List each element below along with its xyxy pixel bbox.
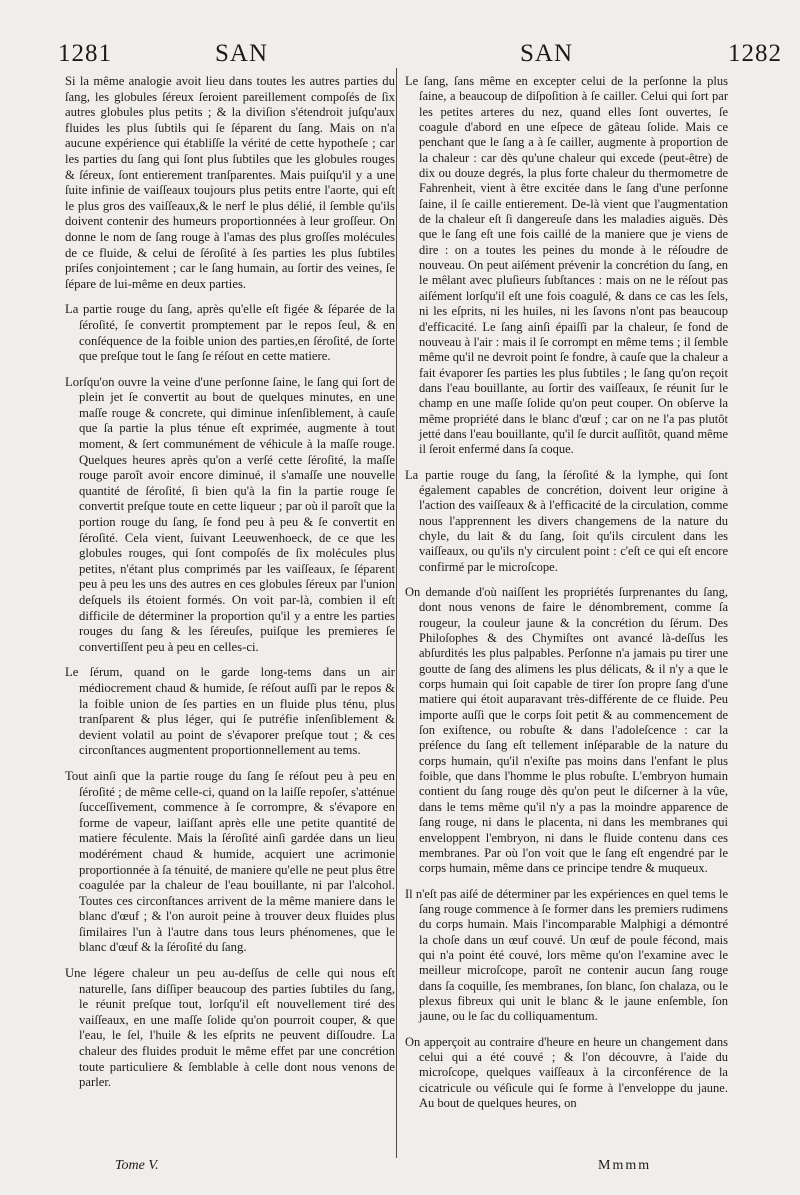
right-column: [405, 74, 728, 1121]
page-number-right: 1282: [728, 40, 782, 67]
paragraph: On demande d'où naiſſent les propriétés ſurprenantes du ſang, dont nous venons de faire le dénombrement, comme ſa rougeur, la couleur jaune & la concrétion du ſérum. Des Philoſophes & des Chymiſtes ont avancé là-deſſus les abſurdités les plus palpables. Perſonne n'a jamais pu tirer une goutte de ſang des alimens les plus délicats, & il n'y a que le corps humain qui ſoit capable de tirer ſon propre ſang d'une matiere qui étoit auparavant très-différente de ce fluide. Peu importe auſſi que le corps ſoit petit & au commencement de ſon exiſtence, ou robuſte & dans l'adoleſcence : car la préſence du ſang eſt tellement inſéparable de la nature du corps humain, qu'il n'exiſte pas moins dans l'enfant le plus foible, que dans l'homme le plus robuſte. L'embryon humain contient du ſang rouge dès qu'on peut le diſcerner à la vûe, dans le tems même qu'il n'y a pas la moindre apparence de ſang rouge, ni dans le placenta, ni dans les membranes qui enveloppent l'embryon, ni dans le fluide contenu dans ces membranes. Par où l'on voit que le ſang eſt engendré par le corps humain, même dans ce principe tendre & muqueux.: [405, 585, 728, 876]
paragraph: Lorſqu'on ouvre la veine d'une perſonne ſaine, le ſang qui ſort de plein jet ſe convertit au bout de quelques minutes, en une maſſe rouge & concrete, qui diminue inſenſiblement, à cauſe que ſa partie la plus ténue eſt exprimée, augmente à tout moment, & ſert communément de véhicule à la maſſe rouge. Quelques heures après qu'on a verſé cette ſéroſité, la maſſe rouge paroît avoir encore diminué, il s'amaſſe une nouvelle quantité de ſéroſité, ſi bien qu'à la fin la partie rouge ſe convertit preſque toute en cette liqueur ; par où il paroît que la portion rouge du ſang, ſe fond peu à peu & ſe convertit en ſéroſité. Cela vient, ſuivant Leeuwenhoeck, de ce que les globules rouges, qui ſont compoſés de ſix molécules plus petites, n'étant plus comprimés par les vaiſſeaux, ſe ſéparent peu à peu les uns des autres en ces globules ſéreux par l'union deſquels ils étoient formés. On voit par-là, combien il eſt difficile de déterminer la proportion qu'il y a entre les parties rouges du ſang & les ſéreuſes, puiſque les premieres ſe convertiſſent peu à peu en celles-ci.: [65, 374, 395, 654]
paragraph: Il n'eſt pas aiſé de déterminer par les expériences en quel tems le ſang rouge commence à ſe former dans les premiers rudimens du corps humain. Mais l'incomparable Malphigi a démontré la choſe dans un œuf couvé. Un œuf de poule fécond, mais qui n'a point été couvé, lors même qu'on l'examine avec le meilleur microſcope, paroît ne contenir aucun ſang rouge dans ſa coquille, ſes membranes, ſon blanc, ſon chalaza, ou le plexus fibreux qui unit le blanc & le jaune enſemble, ſon jaune, ou le ſac du colliquamentum.: [405, 886, 728, 1024]
paragraph: Le ſang, ſans même en excepter celui de la perſonne la plus ſaine, a beaucoup de diſpoſition à ſe cailler. Celui qui ſort par les petites arteres du nez, quand elles ſont ouvertes, ſe coagule d'abord en une eſpece de gâteau ſolide. Mais ce penchant que le ſang a à ſe cailler, augmente à proportion de la chaleur : car dès qu'une chaleur qui excede (peut-être) de dix ou douze degrés, la plus forte chaleur du thermometre de Fahrenheit, vient à être excitée dans le ſang d'une perſonne ſaine, il ſe caille entierement. De-là vient que l'augmentation de la chaleur eſt ſi dangereuſe dans les maladies aiguës. Dès que le ſang eſt une fois caillé de la maniere que je viens de dire : on a toutes les peines du monde à le réſoudre de nouveau. On peut aiſément prévenir la concrétion du ſang, en le mêlant avec pluſieurs ſubſtances : mais on ne le réſout pas aiſément lorſqu'il eſt une fois coagulé, & dans ce cas les ſels, ni les eſprits, ni les huiles, ni les ſavons n'ont pas beaucoup d'efficacité. Le ſang ainſi épaiſſi par la chaleur, ſe fond de nouveau à l'air : mais il ſe corrompt en même tems ; il ſemble même qu'il ne devroit point ſe fondre, à cauſe que la chaleur a fait évaporer ſes parties les plus ſubtiles ; le ſang qu'on reçoit dans l'eau bouillante, au ſortir des vaiſſeaux, ſe réunit ſur le champ en une maſſe ſolide qu'on peut couper. On obſerve la même propriété dans le blanc d'œuf ; car on ne l'a pas plutôt jetté dans l'eau bouillante, qu'il ſe durcit auſſitôt, quand même il ſeroit enfermé dans ſa coque.: [405, 74, 728, 457]
paragraph: Si la même analogie avoit lieu dans toutes les autres parties du ſang, les globules ſéreux ſeroient pareillement compoſés de ſix autres globules plus petits ; & la diviſion s'étendroit juſqu'aux fluides les plus ſubtils qui ſe ſéparent du ſang. Mais on n'a aucune expérience qui établiſſe la vérité de cette hypotheſe ; car les parties du ſang qui ſont plus ſubtiles que les globules rouges & ſéreux, ſont entierement tranſparentes. Mais puiſqu'il y a une ſuite infinie de vaiſſeaux toujours plus petits entre l'aorte, qui eſt le plus gros des vaiſſeaux,& le nerf le plus délié, il ſemble qu'ils doivent contenir des humeurs proportionnées à leur groſſeur. On donne le nom de ſang rouge à l'amas des plus groſſes molécules de ce fluide, & celui de ſéroſité à ſes parties les plus ſubtiles priſes conjointement ; car le ſang humain, au ſortir des veines, ſe ſépare de lui-même en deux parties.: [65, 74, 395, 291]
running-head-right: SAN: [520, 40, 574, 67]
paragraph: Une légere chaleur un peu au-deſſus de celle qui nous eſt naturelle, ſans diſſiper beaucoup des parties ſubtiles du ſang, le réunit preſque tout, lorſqu'il eſt nouvellement tiré des vaiſſeaux, en une maſſe ſolide qu'on pourroit couper, & que l'eau, le ſel, l'huile & les eſprits ne peuvent diſſoudre. La chaleur des fluides produit le même effet par une concrétion toute particuliere & ſemblable à celle dont nous venons de parler.: [65, 966, 395, 1090]
left-column: [65, 74, 395, 1101]
catchword: Mmmm: [598, 1158, 652, 1173]
paragraph: La partie rouge du ſang, la ſéroſité & la lymphe, qui ſont également capables de concrétion, doivent leur origine à l'action des vaiſſeaux & à l'efficacité de la circulation, comme nous l'apprennent les divers changemens de la nature du chyle, du lait & du ſang, ſoit qu'ils circulent dans les vaiſſeaux, ou qu'ils n'y circulent point : c'eſt ce qui eſt encore confirmé par le microſcope.: [405, 467, 728, 574]
paragraph: Tout ainſi que la partie rouge du ſang ſe réſout peu à peu en ſéroſité ; de même celle-ci, quand on la laiſſe repoſer, s'atténue ſucceſſivement, commence à ſe corrompre, & s'évapore en forme de vapeur, laiſſant après elle une petite quantité de matiere féculente. Mais la ſéroſité ainſi gardée dans un lieu modérément chaud & humide, acquiert une acrimonie proportionnée à ſa ténuité, de maniere qu'elle ne peut plus être coagulée par la chaleur de l'eau bouillante, ni par l'alcohol. Toutes ces circonſtances arrivent de la même maniere dans le blanc d'œuf ; & l'on auroit peine à trouver deux fluides plus ſimilaires l'un à l'autre dans tous leurs phénomenes, que le blanc d'œuf & la ſéroſité du ſang.: [65, 768, 395, 955]
paragraph: Le ſérum, quand on le garde long-tems dans un air médiocrement chaud & humide, ſe réſout auſſi par le repos & la foible union de ſes parties en un fluide plus ténu, plus tranſparent & plus léger, qui ſe putréfie inſenſiblement & devient volatil au point de s'évaporer preſque tout ; & ces circonſtances augmentent proportionnellement au tems.: [65, 665, 395, 758]
running-head-left: SAN: [215, 40, 269, 67]
paragraph: On apperçoit au contraire d'heure en heure un changement dans celui qui a été couvé ; & l'on découvre, à l'aide du microſcope, quelques vaiſſeaux à la circonférence de la cicatricule ou véſicule qui ſe forme à l'enveloppe du jaune. Au bout de quelques heures, on: [405, 1034, 728, 1110]
page-number-left: 1281: [58, 40, 112, 67]
paragraph: La partie rouge du ſang, après qu'elle eſt figée & ſéparée de la ſéroſité, ſe convertit promptement par le repos ſeul, & en conſéquence de la foible union des parties,en ſéroſité, de ſorte que preſque tout le ſang ſe réſout en cette matiere.: [65, 302, 395, 364]
column-divider: [396, 68, 397, 1158]
volume-signature: Tome V.: [115, 1158, 159, 1173]
